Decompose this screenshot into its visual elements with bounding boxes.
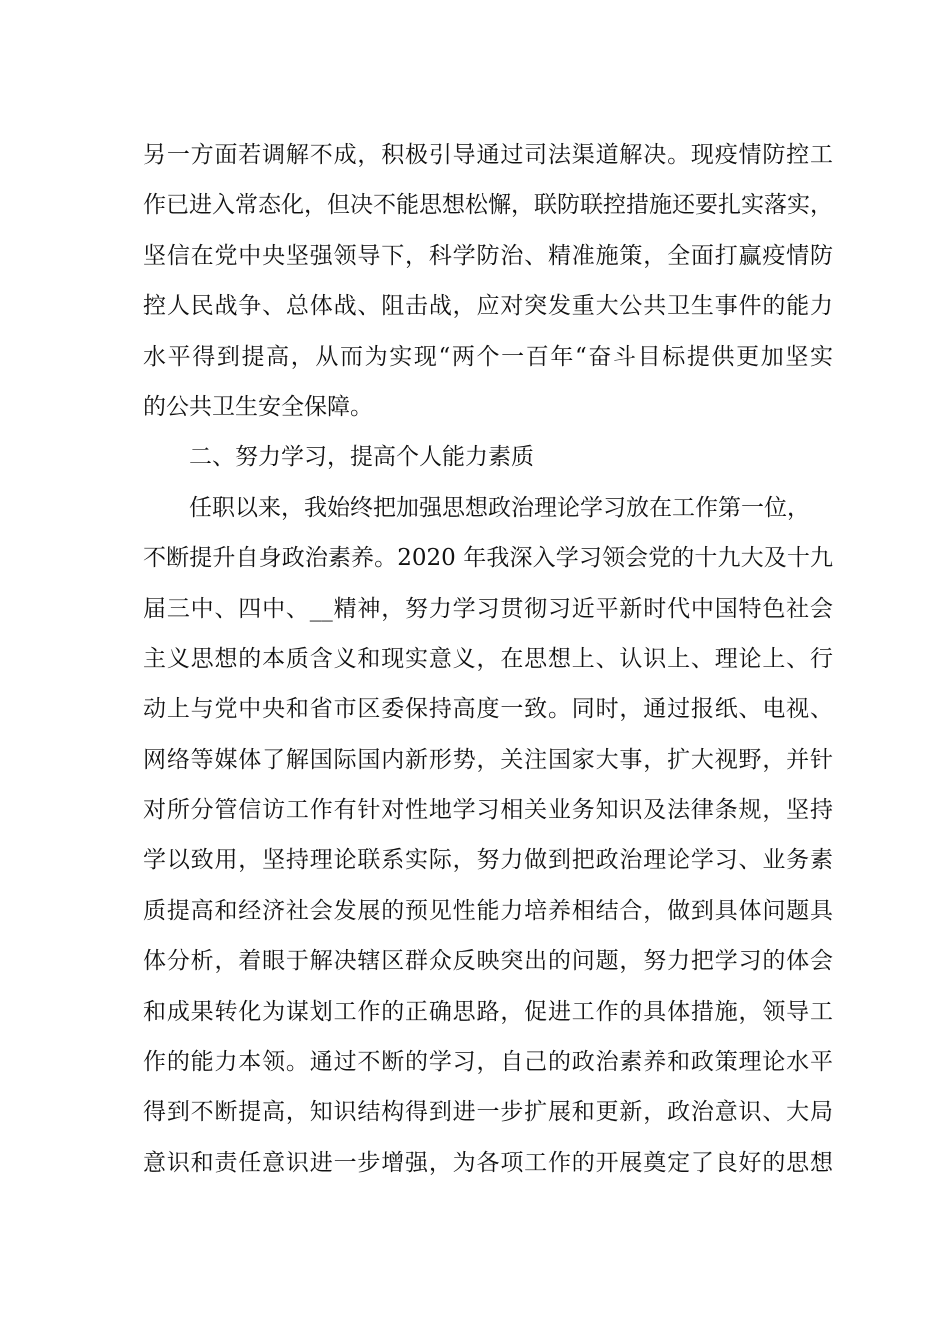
section-heading: 二、努力学习，提高个人能力素质 <box>189 444 534 471</box>
paragraph-1 <box>143 130 833 432</box>
text-line: 作已进入常态化，但决不能思想松懈，联防联控措施还要扎实落实， <box>143 192 833 219</box>
text-line: 控人民战争、总体战、阻击战，应对突发重大公共卫生事件的能力 <box>143 293 833 320</box>
text-line: 得到不断提高，知识结构得到进一步扩展和更新，政治意识、大局 <box>143 1099 833 1126</box>
paragraph-2 <box>143 483 833 1188</box>
text-line: 意识和责任意识进一步增强，为各项工作的开展奠定了良好的思想 <box>143 1149 833 1176</box>
text-line: 体分析，着眼于解决辖区群众反映突出的问题，努力把学习的体会 <box>143 948 833 975</box>
text-line: 另一方面若调解不成，积极引导通过司法渠道解决。现疫情防控工 <box>143 142 833 168</box>
document-body <box>143 130 833 1188</box>
text-line: 主义思想的本质含义和现实意义，在思想上、认识上、理论上、行 <box>143 645 833 672</box>
text-line: 和成果转化为谋划工作的正确思路，促进工作的具体措施，领导工 <box>143 998 833 1025</box>
text-line: 学以致用，坚持理论联系实际，努力做到把政治理论学习、业务素 <box>143 847 833 874</box>
text-line: 届三中、四中、__精神，努力学习贯彻习近平新时代中国特色社会 <box>143 595 833 622</box>
text-line: 水平得到提高，从而为实现“两个一百年“奋斗目标提供更加坚实 <box>143 343 833 370</box>
text-line: 对所分管信访工作有针对性地学习相关业务知识及法律条规，坚持 <box>143 797 833 824</box>
text-line: 质提高和经济社会发展的预见性能力培养相结合，做到具体问题具 <box>143 897 833 924</box>
text-line: 动上与党中央和省市区委保持高度一致。同时，通过报纸、电视、 <box>143 696 833 723</box>
text-line: 的公共卫生安全保障。 <box>143 393 373 420</box>
text-line: 坚信在党中央坚强领导下，科学防治、精准施策，全面打赢疫情防 <box>143 242 833 269</box>
text-line: 作的能力本领。通过不断的学习，自己的政治素养和政策理论水平 <box>143 1049 833 1076</box>
text-line: 网络等媒体了解国际国内新形势，关注国家大事，扩大视野，并针 <box>143 746 833 773</box>
text-line: 不断提升自身政治素养。2020 年我深入学习领会党的十九大及十九 <box>143 545 833 572</box>
text-line: 任职以来，我始终把加强思想政治理论学习放在工作第一位， <box>189 494 810 521</box>
